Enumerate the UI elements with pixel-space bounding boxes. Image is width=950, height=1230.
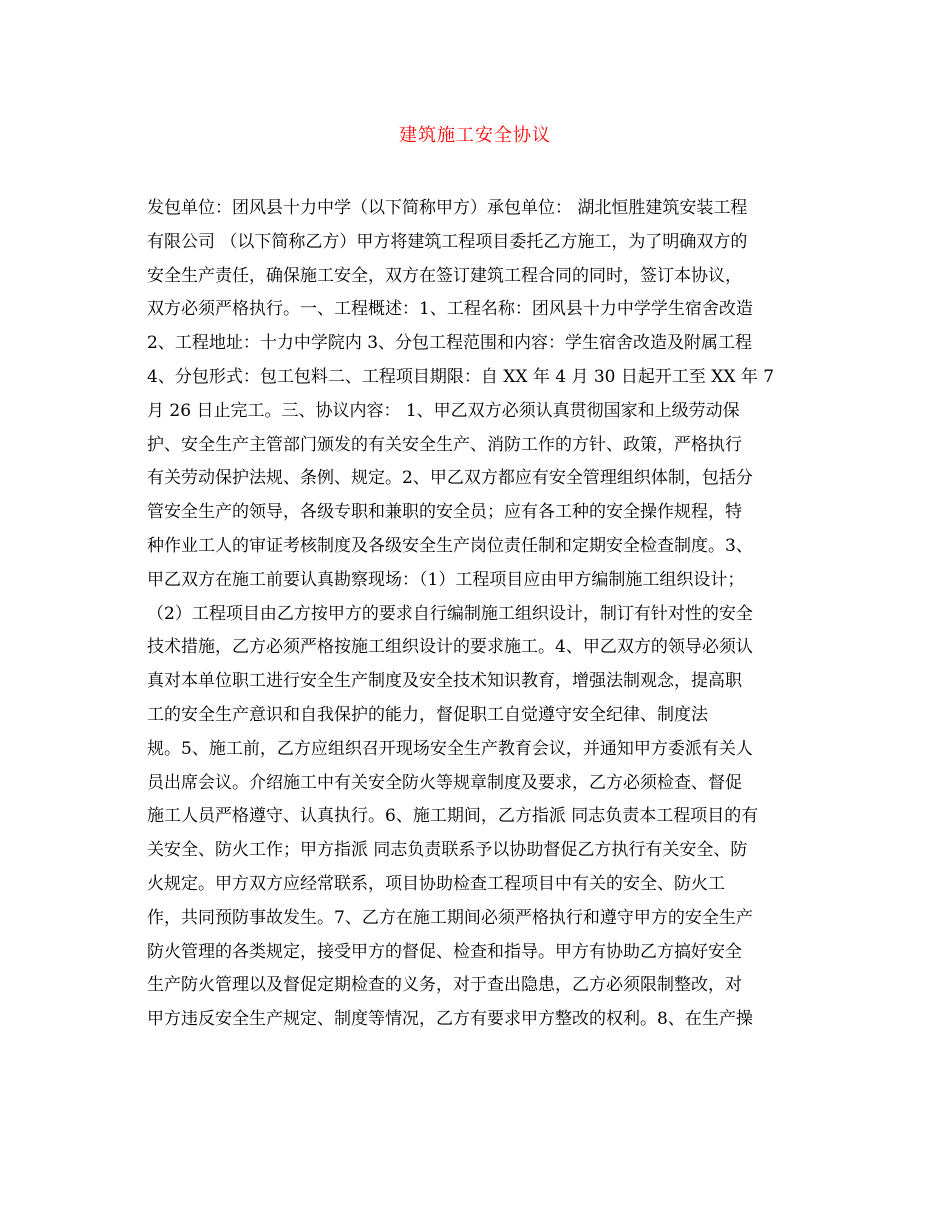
document-title: 建筑施工安全协议 (399, 125, 551, 146)
body-line: 火规定。甲方双方应经常联系，项目协助检查工程项目中有关的安全、防火工 (147, 873, 725, 894)
body-line: 种作业工人的审证考核制度及各级安全生产岗位责任制和定期安全检查制度。3、 (147, 535, 753, 556)
body-line: 发包单位：团风县十力中学（以下简称甲方）承包单位： 湖北恒胜建筑安装工程 (147, 198, 748, 218)
body-line: 2、工程地址：十力中学院内 3、分包工程范围和内容：学生宿舍改造及附属工程 (147, 333, 753, 354)
body-line: 关安全、防火工作；甲方指派 同志负责联系予以协助督促乙方执行有关安全、防 (147, 840, 748, 861)
body-line: 管安全生产的领导，各级专职和兼职的安全员；应有各工种的安全操作规程，特 (147, 502, 742, 523)
body-line: 技术措施，乙方必须严格按施工组织设计的要求施工。4、甲乙双方的领导必须认 (147, 637, 753, 658)
body-line: 工的安全生产意识和自我保护的能力，督促职工自觉遵守安全纪律、制度法 (147, 704, 708, 725)
body-line: 甲乙双方在施工前要认真勘察现场：（1）工程项目应由甲方编制施工组织设计； (147, 569, 745, 590)
body-line: 作，共同预防事故发生。7、乙方在施工期间必须严格执行和遵守甲方的安全生产 (147, 907, 753, 928)
body-line: 真对本单位职工进行安全生产制度及安全技术知识教育，增强法制观念，提高职 (147, 671, 742, 692)
body-line: （2）工程项目由乙方按甲方的要求自行编制施工组织设计，制订有针对性的安全 (147, 603, 753, 624)
body-line: 护、安全生产主管部门颁发的有关安全生产、消防工作的方针、政策，严格执行 (147, 434, 742, 455)
body-line: 施工人员严格遵守、认真执行。6、施工期间，乙方指派 同志负责本工程项目的有 (147, 806, 759, 827)
body-line: 双方必须严格执行。一、工程概述：1、工程名称：团风县十力中学学生宿舍改造 (147, 299, 753, 320)
body-line: 4、分包形式：包工包料二、工程项目期限：自 XX 年 4 月 30 日起开工至 XX 年 7 (147, 366, 775, 387)
body-line: 员出席会议。介绍施工中有关安全防火等规章制度及要求，乙方必须检查、督促 (147, 772, 742, 793)
body-line: 安全生产责任，确保施工安全，双方在签订建筑工程合同的同时，签订本协议， (147, 265, 742, 286)
body-line: 有限公司 （以下简称乙方）甲方将建筑工程项目委托乙方施工，为了明确双方的 (147, 231, 748, 252)
body-line: 防火管理的各类规定，接受甲方的督促、检查和指导。甲方有协助乙方搞好安全 (147, 941, 742, 962)
body-line: 甲方违反安全生产规定、制度等情况，乙方有要求甲方整改的权利。8、在生产操 (147, 1009, 753, 1030)
document-body (147, 192, 812, 1037)
body-line: 有关劳动保护法规、条例、规定。2、甲乙双方都应有安全管理组织体制，包括分 (147, 468, 753, 489)
body-line: 月 26 日止完工。三、协议内容： 1、甲乙双方必须认真贯彻国家和上级劳动保 (147, 400, 740, 421)
body-line: 规。5、施工前，乙方应组织召开现场安全生产教育会议，并通知甲方委派有关人 (147, 738, 753, 759)
body-line: 生产防火管理以及督促定期检查的义务，对于查出隐患，乙方必须限制整改，对 (147, 975, 742, 996)
